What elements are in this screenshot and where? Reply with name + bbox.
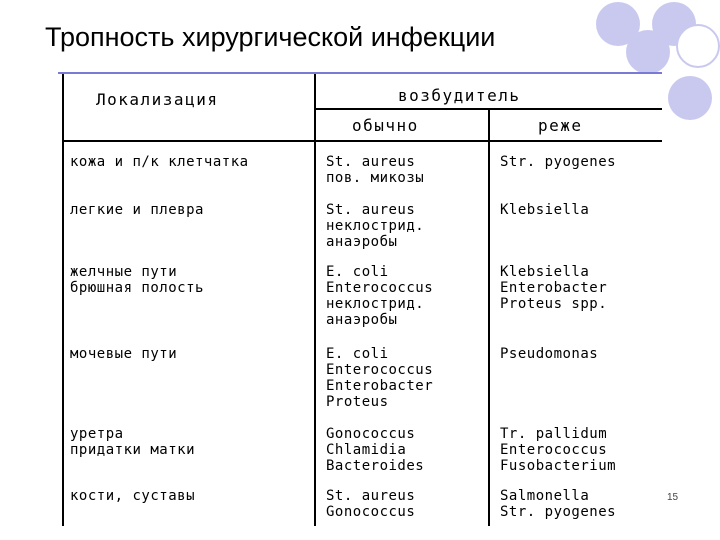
- cell-line: кожа и п/к клетчатка: [70, 154, 249, 170]
- header-bottom-rule: [62, 140, 662, 142]
- cell-line: Salmonella: [500, 488, 590, 504]
- cell-line: легкие и плевра: [70, 202, 204, 218]
- cell-line: Gonococcus: [326, 504, 416, 520]
- column-divider: [488, 110, 490, 526]
- cell-line: Enterobacter: [326, 378, 434, 394]
- cell-line: Enterococcus: [326, 280, 434, 296]
- header-rule: [316, 108, 662, 110]
- cell-line: Gonococcus: [326, 426, 416, 442]
- cell-line: Chlamidia: [326, 442, 407, 458]
- cell-line: Enterobacter: [500, 280, 608, 296]
- cell-line: придатки матки: [70, 442, 196, 458]
- row-rarely: [500, 488, 616, 520]
- row-rarely: [500, 264, 607, 312]
- cell-line: Str. pyogenes: [500, 154, 617, 170]
- row-usually: [326, 346, 433, 410]
- header-pathogen: возбудитель: [398, 86, 521, 105]
- cell-line: E. coli: [326, 346, 389, 362]
- tropism-table: [58, 74, 662, 526]
- cell-line: Bacteroides: [326, 458, 425, 474]
- header-localization: Локализация: [96, 90, 219, 109]
- cell-line: Enterococcus: [500, 442, 608, 458]
- cell-line: неклострид.: [326, 218, 425, 234]
- row-rarely: [500, 426, 616, 474]
- cell-line: E. coli: [326, 264, 389, 280]
- cell-line: мочевые пути: [70, 346, 178, 362]
- cell-line: St. aureus: [326, 488, 416, 504]
- row-usually: [326, 488, 415, 520]
- cell-line: желчные пути: [70, 264, 178, 280]
- cell-line: неклострид.: [326, 296, 425, 312]
- row-localization: [70, 426, 195, 458]
- cell-line: Proteus spp.: [500, 296, 608, 312]
- header-usually: обычно: [352, 116, 419, 135]
- row-rarely: [500, 202, 589, 218]
- cell-line: Str. pyogenes: [500, 504, 617, 520]
- row-usually: [326, 154, 424, 186]
- slide-title: Тропность хирургической инфекции: [45, 22, 496, 52]
- header-rarely: реже: [538, 116, 583, 135]
- cell-line: Klebsiella: [500, 264, 590, 280]
- cell-line: Pseudomonas: [500, 346, 599, 362]
- row-localization: [70, 154, 249, 170]
- cell-line: Fusobacterium: [500, 458, 617, 474]
- cell-line: Proteus: [326, 394, 389, 410]
- row-localization: [70, 346, 177, 362]
- cell-line: Tr. pallidum: [500, 426, 608, 442]
- row-usually: [326, 426, 424, 474]
- cell-line: брюшная полость: [70, 280, 204, 296]
- cell-line: анаэробы: [326, 312, 398, 328]
- cell-line: St. aureus: [326, 154, 416, 170]
- cell-line: Klebsiella: [500, 202, 590, 218]
- page-number: 15: [667, 492, 679, 503]
- row-usually: [326, 264, 433, 328]
- cell-line: анаэробы: [326, 234, 398, 250]
- cell-line: Enterococcus: [326, 362, 434, 378]
- row-rarely: [500, 346, 598, 362]
- cell-line: St. aureus: [326, 202, 416, 218]
- row-localization: [70, 264, 204, 296]
- cell-line: уретра: [70, 426, 124, 442]
- row-localization: [70, 488, 195, 504]
- row-rarely: [500, 154, 616, 170]
- row-usually: [326, 202, 424, 250]
- cell-line: кости, суставы: [70, 488, 196, 504]
- cell-line: пов. микозы: [326, 170, 425, 186]
- row-localization: [70, 202, 204, 218]
